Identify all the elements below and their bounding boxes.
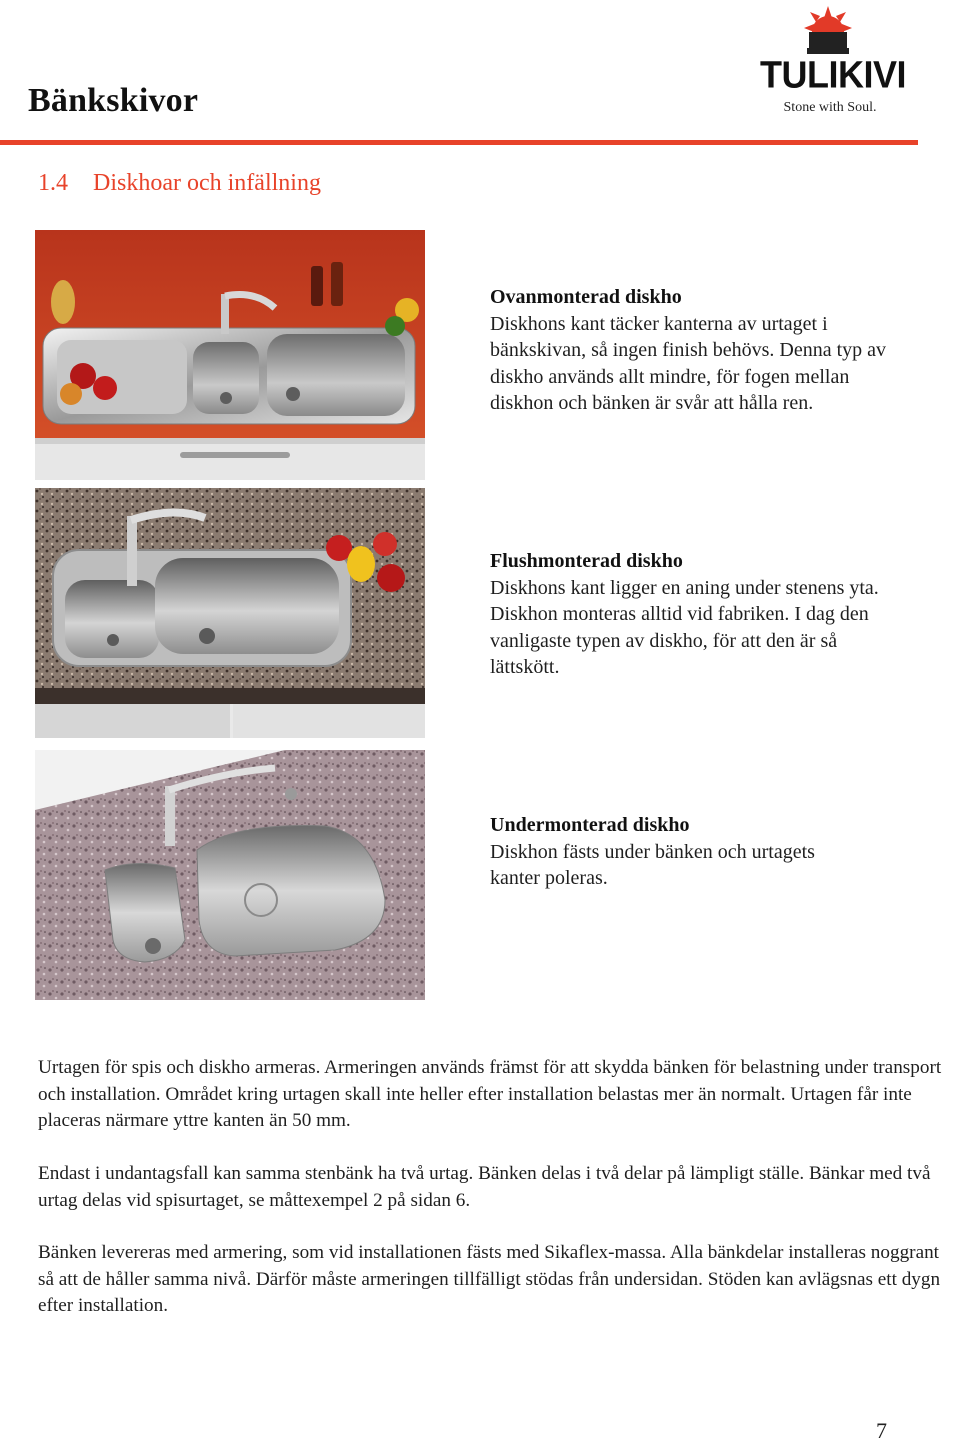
sink-text-3: Diskhon fästs under bänken och urtagets kanter poleras.: [490, 840, 815, 889]
sink-text-1: Diskhons kant täcker kanterna av urtaget i bänkskivan, så ingen finish behövs. Denna typ av diskho används allt mindre, för fogen mellan diskhon och bänken är svår att hålla ren.: [490, 312, 887, 414]
paragraph-installation: Bänken levereras med armering, som vid installationen fästs med Sikaflex-massa. Alla bänkdelar installeras noggrant så att de håller samma nivå. Därför måste armeringen tillfälligt stödas från undersidan. Stöden kan avlägsnas ett dygn efter installation.: [38, 1242, 941, 1316]
tulikivi-logo: [760, 2, 906, 120]
logo-wordmark: TULIKIVI: [760, 52, 906, 96]
sink-heading-1: Ovanmonterad diskho: [490, 286, 682, 308]
section-number: 1.4: [38, 170, 68, 196]
overmounted-sink-photo: [35, 230, 425, 480]
header-divider: [0, 140, 918, 145]
sink-text-2: Diskhons kant ligger en aning under stenens yta. Diskhon monteras alltid vid fabriken. I dag den vanligaste typen av diskho, för att den är så lättskött.: [490, 576, 879, 678]
flushmounted-sink-photo: [35, 488, 425, 738]
paragraph-two-cutouts: Endast i undantagsfall kan samma stenbänk ha två urtag. Bänken delas i två delar på lämpligt ställe. Bänkar med två urtag delas vid spisurtaget, se måttexempel 2 på sidan 6.: [38, 1163, 931, 1211]
page-number: 7: [876, 1418, 887, 1443]
page-title: Bänkskivor: [28, 82, 199, 119]
section-title-text: Diskhoar och infällning: [93, 170, 321, 196]
sink-description-1: [490, 284, 890, 417]
sink-description-3: [490, 812, 860, 892]
sink-heading-2: Flushmonterad diskho: [490, 550, 683, 572]
logo-tagline: Stone with Soul.: [783, 100, 877, 115]
paragraph-reinforcement: Urtagen för spis och diskho armeras. Armeringen används främst för att skydda bänken för belastning under transport och installation. Området kring urtagen skall inte heller efter installation belastas mer än normalt. Urtagen får inte placeras närmare yttre kanten än 50 mm.: [38, 1057, 942, 1131]
undermounted-sink-photo: [35, 750, 425, 1000]
sink-description-2: [490, 548, 890, 681]
section-heading: [38, 170, 321, 197]
sink-heading-3: Undermonterad diskho: [490, 814, 690, 836]
